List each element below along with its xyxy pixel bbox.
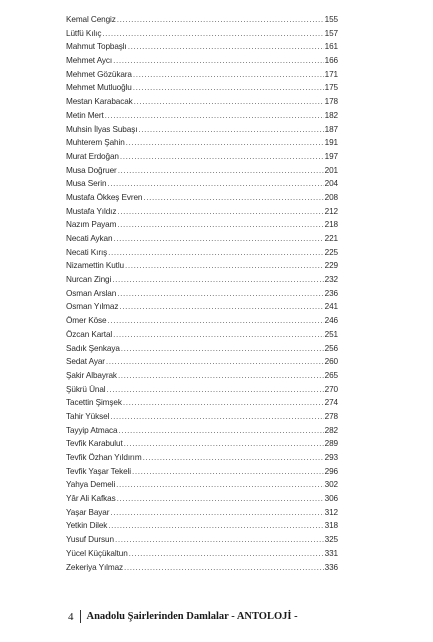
toc-entry-page: 236: [324, 288, 338, 298]
toc-entry: [66, 344, 338, 358]
toc-leader-dots: [119, 426, 324, 435]
toc-entry: [66, 193, 338, 207]
toc-entry: [66, 42, 338, 56]
toc-entry-name: Musa Serin: [66, 179, 107, 189]
toc-entry-page: 225: [324, 247, 338, 257]
toc-entry-page: 246: [324, 316, 338, 326]
toc-entry-name: Tevfik Yaşar Tekeli: [66, 466, 131, 476]
toc-entry: [66, 480, 338, 494]
toc-entry-page: 278: [324, 411, 338, 421]
toc-entry-name: Mustafa Ökkeş Evren: [66, 192, 143, 202]
toc-entry: [66, 508, 338, 522]
toc-entry-name: Nazım Payam: [66, 220, 117, 230]
footer-book-title: Anadolu Şairlerinden Damlalar - ANTOLOJİ -: [86, 611, 298, 622]
toc-entry-page: 256: [324, 343, 338, 353]
toc-entry-name: Necati Aykan: [66, 234, 113, 243]
toc-entry-name: Yetkin Dilek: [66, 521, 108, 531]
toc-entry: [66, 220, 338, 234]
toc-entry: [66, 494, 338, 508]
toc-entry-page: 251: [324, 329, 338, 339]
toc-entry-name: Yahya Demeli: [66, 480, 116, 490]
toc-leader-dots: [117, 207, 323, 216]
toc-entry-name: Tevfik Karabulut: [66, 439, 123, 449]
toc-leader-dots: [133, 83, 324, 92]
table-of-contents: [66, 15, 338, 576]
toc-entry-name: Tevfik Özhan Yıldırım: [66, 453, 142, 462]
toc-entry: [66, 83, 338, 97]
toc-entry-page: 336: [324, 562, 338, 572]
toc-entry-page: 331: [324, 548, 338, 558]
toc-entry-page: 191: [324, 138, 338, 148]
toc-entry-page: 270: [324, 384, 338, 394]
toc-leader-dots: [123, 398, 324, 407]
toc-leader-dots: [119, 302, 323, 311]
toc-leader-dots: [117, 15, 324, 24]
toc-entry-name: Metin Mert: [66, 110, 104, 120]
toc-leader-dots: [118, 371, 324, 380]
toc-entry-name: Murat Erdoğan: [66, 151, 119, 161]
toc-leader-dots: [108, 521, 323, 530]
toc-leader-dots: [125, 261, 324, 270]
toc-entry-name: Muhsin İlyas Subaşı: [66, 124, 138, 134]
toc-entry-name: Mehmet Mutluoğlu: [66, 83, 132, 93]
toc-entry-page: 318: [324, 521, 338, 531]
toc-leader-dots: [138, 125, 323, 134]
toc-leader-dots: [110, 508, 323, 517]
toc-entry: [66, 29, 338, 43]
toc-leader-dots: [117, 494, 324, 503]
toc-entry-page: 208: [324, 192, 338, 202]
toc-entry: [66, 535, 338, 549]
toc-entry: [66, 412, 338, 426]
toc-entry-page: 282: [324, 425, 338, 435]
toc-entry-page: 265: [324, 370, 338, 380]
toc-entry-name: Tayyip Atmaca: [66, 425, 118, 435]
toc-entry-page: 293: [324, 453, 338, 462]
toc-entry-name: Zekeriya Yılmaz: [66, 562, 124, 572]
toc-entry: [66, 179, 338, 193]
toc-entry-name: Osman Arslan: [66, 288, 117, 298]
toc-entry-page: 157: [324, 28, 338, 38]
toc-entry-page: 197: [324, 151, 338, 161]
toc-entry: [66, 207, 338, 221]
toc-entry: [66, 152, 338, 166]
toc-entry-name: Mestan Karabacak: [66, 97, 133, 107]
toc-entry-name: Şakir Albayrak: [66, 370, 117, 380]
toc-entry-page: 325: [324, 535, 338, 545]
toc-entry-name: Osman Yılmaz: [66, 302, 119, 312]
toc-leader-dots: [107, 179, 323, 188]
toc-leader-dots: [108, 316, 324, 325]
toc-leader-dots: [118, 166, 324, 175]
toc-leader-dots: [117, 220, 323, 229]
toc-entry: [66, 166, 338, 180]
toc-entry-page: 232: [324, 275, 338, 285]
toc-leader-dots: [117, 289, 323, 298]
toc-entry-name: Tahir Yüksel: [66, 411, 110, 421]
toc-entry: [66, 138, 338, 152]
toc-entry-page: 175: [324, 83, 338, 93]
toc-entry: [66, 97, 338, 111]
toc-entry-page: 171: [324, 69, 338, 79]
toc-entry: [66, 289, 338, 303]
toc-entry-name: Yaşar Bayar: [66, 507, 110, 517]
toc-entry: [66, 234, 338, 248]
toc-entry-name: Sedat Ayar: [66, 357, 105, 367]
toc-entry: [66, 426, 338, 440]
toc-entry-page: 260: [324, 357, 338, 367]
toc-entry-name: Nizamettin Kutlu: [66, 261, 125, 271]
toc-entry-page: 212: [324, 206, 338, 216]
toc-entry: [66, 316, 338, 330]
toc-entry: [66, 56, 338, 70]
toc-entry-page: 155: [324, 15, 338, 24]
toc-leader-dots: [115, 535, 324, 544]
toc-entry: [66, 248, 338, 262]
toc-leader-dots: [106, 357, 324, 366]
toc-entry-page: 306: [324, 494, 338, 504]
toc-entry-name: Sadık Şenkaya: [66, 343, 120, 353]
page-footer: [68, 610, 298, 623]
toc-leader-dots: [126, 138, 324, 147]
toc-entry-name: Mehmet Gözükara: [66, 69, 132, 79]
toc-entry-name: Mahmut Topbaşlı: [66, 42, 127, 52]
toc-entry-page: 178: [324, 97, 338, 107]
toc-leader-dots: [113, 234, 323, 243]
toc-leader-dots: [108, 248, 324, 257]
toc-leader-dots: [102, 29, 323, 38]
toc-entry: [66, 467, 338, 481]
toc-entry-name: Musa Doğruer: [66, 165, 117, 175]
toc-entry: [66, 357, 338, 371]
footer-divider: [80, 610, 81, 623]
toc-entry-page: 221: [324, 234, 338, 243]
toc-leader-dots: [116, 480, 323, 489]
toc-leader-dots: [120, 152, 324, 161]
toc-entry-name: Yücel Küçükaltun: [66, 548, 128, 558]
toc-entry: [66, 563, 338, 577]
toc-entry-page: 274: [324, 398, 338, 408]
toc-entry-page: 229: [324, 261, 338, 271]
toc-entry-name: Kemal Cengiz: [66, 15, 116, 24]
toc-leader-dots: [143, 453, 324, 462]
toc-entry: [66, 125, 338, 139]
toc-entry: [66, 302, 338, 316]
toc-entry: [66, 521, 338, 535]
toc-entry: [66, 275, 338, 289]
toc-entry-name: Muhterem Şahin: [66, 138, 125, 148]
toc-leader-dots: [133, 70, 324, 79]
toc-leader-dots: [132, 467, 324, 476]
toc-entry-name: Tacettin Şimşek: [66, 398, 122, 408]
toc-leader-dots: [113, 56, 324, 65]
toc-entry: [66, 261, 338, 275]
toc-entry: [66, 549, 338, 563]
toc-entry-page: 241: [324, 302, 338, 312]
toc-entry-name: Nurcan Zingi: [66, 275, 112, 285]
toc-leader-dots: [128, 42, 324, 51]
toc-entry-name: Yusuf Dursun: [66, 535, 114, 545]
toc-leader-dots: [124, 563, 324, 572]
toc-entry-page: 302: [324, 480, 338, 490]
toc-leader-dots: [112, 275, 323, 284]
toc-entry: [66, 398, 338, 412]
toc-leader-dots: [143, 193, 323, 202]
toc-entry-page: 182: [324, 110, 338, 120]
toc-entry-name: Yâr Ali Kafkas: [66, 494, 116, 504]
toc-entry-name: Özcan Kartal: [66, 329, 113, 339]
toc-entry: [66, 439, 338, 453]
toc-entry-page: 201: [324, 165, 338, 175]
toc-entry-page: 218: [324, 220, 338, 230]
toc-entry: [66, 385, 338, 399]
toc-entry-page: 187: [324, 124, 338, 134]
footer-page-number: 4: [68, 610, 74, 623]
toc-entry: [66, 371, 338, 385]
toc-entry-page: 161: [324, 42, 338, 52]
toc-entry-name: Mustafa Yıldız: [66, 206, 117, 216]
toc-entry: [66, 70, 338, 84]
toc-leader-dots: [107, 385, 324, 394]
toc-entry-page: 289: [324, 439, 338, 449]
toc-leader-dots: [129, 549, 324, 558]
toc-leader-dots: [134, 97, 324, 106]
toc-entry: [66, 15, 338, 29]
toc-entry-page: 204: [324, 179, 338, 189]
toc-entry-name: Lütfü Kılıç: [66, 28, 102, 38]
toc-leader-dots: [113, 330, 323, 339]
toc-entry-name: Necati Kırış: [66, 247, 108, 257]
toc-entry: [66, 453, 338, 467]
toc-leader-dots: [110, 412, 323, 421]
toc-entry-name: Ömer Köse: [66, 316, 107, 326]
toc-leader-dots: [121, 344, 324, 353]
toc-leader-dots: [124, 439, 324, 448]
toc-entry-page: 166: [324, 56, 338, 66]
toc-entry-name: Şükrü Ünal: [66, 384, 106, 394]
toc-entry: [66, 111, 338, 125]
toc-entry-name: Mehmet Aycı: [66, 56, 113, 66]
toc-leader-dots: [105, 111, 324, 120]
toc-entry-page: 312: [324, 507, 338, 517]
toc-entry-page: 296: [324, 466, 338, 476]
toc-entry: [66, 330, 338, 344]
